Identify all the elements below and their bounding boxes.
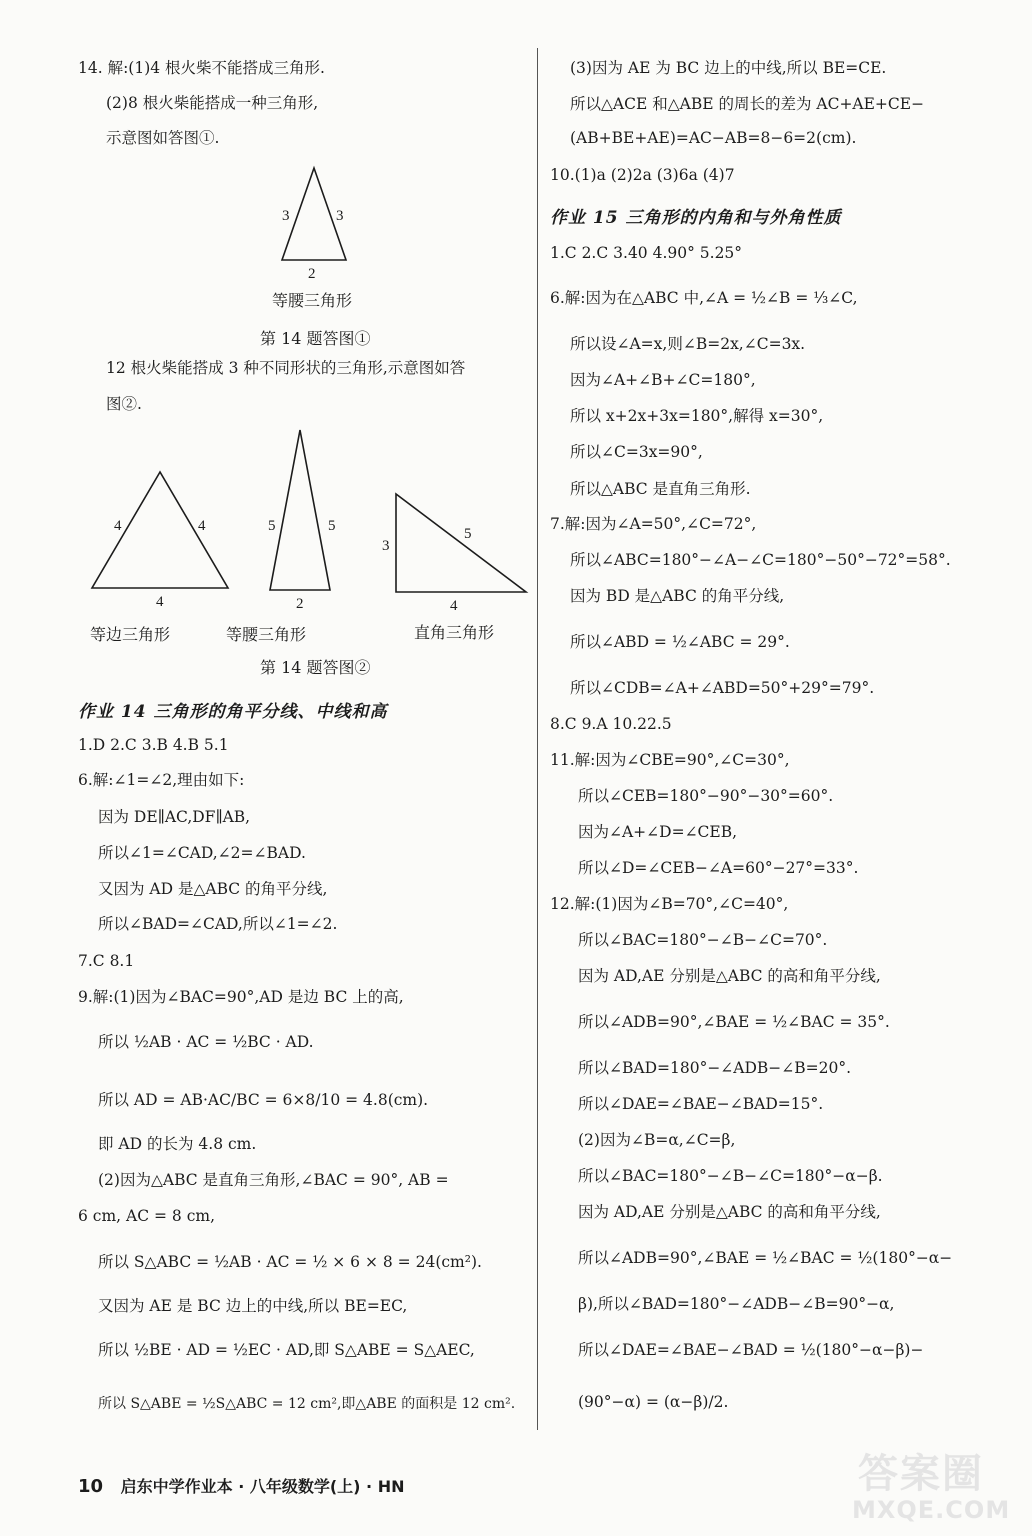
s14-line-2: 6.解:∠1=∠2,理由如下: <box>78 771 245 789</box>
section-heading-15: 作业 15 三角形的内角和与外角性质 <box>550 208 842 228</box>
s15-line-30: (90°−α) = (α−β)/2. <box>578 1393 729 1411</box>
s14-line-1: 1.D 2.C 3.B 4.B 5.1 <box>78 736 229 754</box>
s15-line-19: 所以∠BAC=180°−∠B−∠C=70°. <box>578 931 828 949</box>
s14-line-3: 因为 DE∥AC,DF∥AB, <box>98 808 251 826</box>
r-top-line-4: 10.(1)a (2)2a (3)6a (4)7 <box>550 166 735 184</box>
r-top-line-2: 所以△ACE 和△ABE 的周长的差为 AC+AE+CE− <box>570 95 925 113</box>
watermark-text: 答案圈 <box>858 1451 984 1497</box>
page-footer <box>78 1474 405 1497</box>
s15-line-13: 8.C 9.A 10.22.5 <box>550 715 672 733</box>
s15-line-5: 所以 x+2x+3x=180°,解得 x=30°, <box>570 407 824 425</box>
s15-line-2: 6.解:因为在△ABC 中,∠A = ½∠B = ⅓∠C, <box>550 289 858 307</box>
r-top-line-3: (AB+BE+AE)=AC−AB=8−6=2(cm). <box>570 129 857 147</box>
s14-line-5: 又因为 AD 是△ABC 的角平分线, <box>98 880 328 898</box>
fig2-triangles <box>78 422 533 622</box>
fig2-b-left: 5 <box>268 518 276 534</box>
s15-line-15: 所以∠CEB=180°−90°−30°=60°. <box>578 787 834 805</box>
watermark-url: MXQE.COM <box>852 1496 1011 1524</box>
s15-line-6: 所以∠C=3x=90°, <box>570 443 703 461</box>
s15-line-20: 因为 AD,AE 分别是△ABC 的高和角平分线, <box>578 967 881 985</box>
s14-line-10: 所以 AD = AB·AC/BC = 6×8/10 = 4.8(cm). <box>98 1091 429 1109</box>
s14-line-11: 即 AD 的长为 4.8 cm. <box>98 1135 257 1153</box>
s15-line-18: 12.解:(1)因为∠B=70°,∠C=40°, <box>550 895 789 913</box>
fig2-c-name: 直角三角形 <box>414 623 495 642</box>
s15-line-21: 所以∠ADB=90°,∠BAE = ½∠BAC = 35°. <box>578 1013 890 1031</box>
page-number: 10 <box>78 1476 104 1497</box>
s15-line-26: 因为 AD,AE 分别是△ABC 的高和角平分线, <box>578 1203 881 1221</box>
fig1-side-right: 3 <box>336 208 344 224</box>
s14-line-13: 6 cm, AC = 8 cm, <box>78 1207 216 1225</box>
fig1-side-left: 3 <box>282 208 290 224</box>
s15-line-29: 所以∠DAE=∠BAE−∠BAD = ½(180°−α−β)− <box>578 1341 924 1359</box>
s15-line-10: 因为 BD 是△ABC 的角平分线, <box>570 587 785 605</box>
s15-line-22: 所以∠BAD=180°−∠ADB−∠B=20°. <box>578 1059 852 1077</box>
s15-line-4: 因为∠A+∠B+∠C=180°, <box>570 371 756 389</box>
fig1-caption: 第 14 题答图① <box>260 329 371 348</box>
q14-line-4: 12 根火柴能搭成 3 种不同形状的三角形,示意图如答 <box>106 359 466 377</box>
s15-line-14: 11.解:因为∠CBE=90°,∠C=30°, <box>550 751 790 769</box>
book-title: 启东中学作业本 · 八年级数学(上) · HN <box>120 1477 405 1496</box>
fig2-a-right: 4 <box>198 518 206 534</box>
s15-line-27: 所以∠ADB=90°,∠BAE = ½∠BAC = ½(180°−α− <box>578 1249 953 1267</box>
section-heading-14: 作业 14 三角形的角平分线、中线和高 <box>78 702 388 722</box>
fig1-side-base: 2 <box>308 266 316 280</box>
fig2-b-name: 等腰三角形 <box>226 625 307 644</box>
s15-line-1: 1.C 2.C 3.40 4.90° 5.25° <box>550 244 743 262</box>
s15-line-24: (2)因为∠B=α,∠C=β, <box>578 1131 736 1149</box>
s15-line-9: 所以∠ABC=180°−∠A−∠C=180°−50°−72°=58°. <box>570 551 951 569</box>
fig2-c-hypotenuse: 5 <box>464 526 472 542</box>
fig2-a-name: 等边三角形 <box>90 625 171 644</box>
r-top-line-1: (3)因为 AE 为 BC 边上的中线,所以 BE=CE. <box>570 59 887 77</box>
s15-line-7: 所以△ABC 是直角三角形. <box>570 480 751 498</box>
s14-line-4: 所以∠1=∠CAD,∠2=∠BAD. <box>98 844 306 862</box>
s15-line-3: 所以设∠A=x,则∠B=2x,∠C=3x. <box>570 335 806 353</box>
q14-line-3: 示意图如答图①. <box>106 129 220 147</box>
s15-line-23: 所以∠DAE=∠BAE−∠BAD=15°. <box>578 1095 824 1113</box>
fig2-b-right: 5 <box>328 518 336 534</box>
s15-line-8: 7.解:因为∠A=50°,∠C=72°, <box>550 515 757 533</box>
fig2-a-left: 4 <box>114 518 122 534</box>
fig2-a-base: 4 <box>156 594 164 610</box>
fig2-c-base: 4 <box>450 598 458 614</box>
s14-line-15: 又因为 AE 是 BC 边上的中线,所以 BE=EC, <box>98 1297 408 1315</box>
s15-line-28: β),所以∠BAD=180°−∠ADB−∠B=90°−α, <box>578 1295 895 1313</box>
s15-line-16: 因为∠A+∠D=∠CEB, <box>578 823 738 841</box>
s15-line-11: 所以∠ABD = ½∠ABC = 29°. <box>570 633 790 651</box>
s15-line-25: 所以∠BAC=180°−∠B−∠C=180°−α−β. <box>578 1167 883 1185</box>
s14-line-6: 所以∠BAD=∠CAD,所以∠1=∠2. <box>98 915 338 933</box>
s14-line-16: 所以 ½BE · AD = ½EC · AD,即 S△ABE = S△AEC, <box>98 1341 475 1359</box>
column-divider <box>537 48 538 1430</box>
s14-line-12: (2)因为△ABC 是直角三角形,∠BAC = 90°, AB = <box>98 1171 449 1189</box>
q14-line-5: 图②. <box>106 395 142 413</box>
s14-line-17: 所以 S△ABE = ½S△ABC = 12 cm²,即△ABE 的面积是 12 cm². <box>98 1396 516 1412</box>
s15-line-12: 所以∠CDB=∠A+∠ABD=50°+29°=79°. <box>570 679 875 697</box>
q14-line-2: (2)8 根火柴能搭成一种三角形, <box>106 94 319 112</box>
s14-line-8: 9.解:(1)因为∠BAC=90°,AD 是边 BC 上的高, <box>78 988 404 1006</box>
s15-line-17: 所以∠D=∠CEB−∠A=60°−27°=33°. <box>578 859 859 877</box>
fig1-isosceles-triangle <box>274 160 364 280</box>
q14-line-1: 14. 解:(1)4 根火柴不能搭成三角形. <box>78 59 325 77</box>
watermark-logo <box>842 1442 1022 1528</box>
s14-line-7: 7.C 8.1 <box>78 952 135 970</box>
fig2-b-base: 2 <box>296 596 304 612</box>
s14-line-14: 所以 S△ABC = ½AB · AC = ½ × 6 × 8 = 24(cm²). <box>98 1253 482 1271</box>
fig2-c-vertical: 3 <box>382 538 390 554</box>
fig2-caption: 第 14 题答图② <box>260 658 371 677</box>
fig1-name: 等腰三角形 <box>272 291 353 310</box>
s14-line-9: 所以 ½AB · AC = ½BC · AD. <box>98 1033 314 1051</box>
